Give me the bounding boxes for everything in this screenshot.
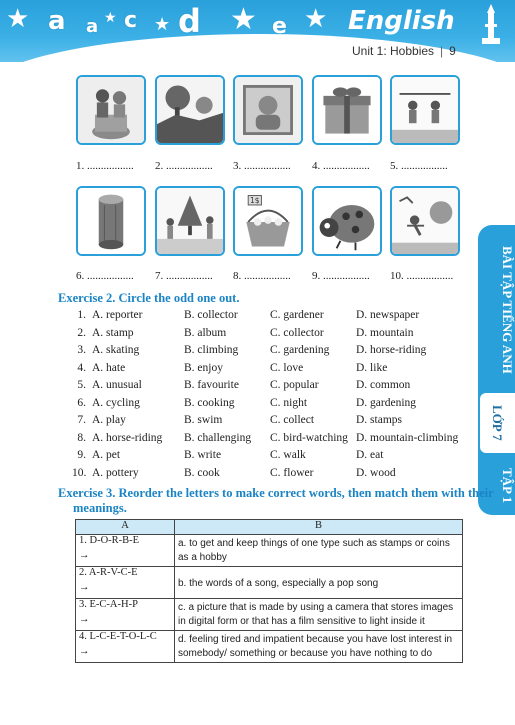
- column-b-header: B: [175, 520, 463, 535]
- option-d[interactable]: D. mountain: [356, 326, 414, 339]
- tree-log-icon: [78, 188, 144, 254]
- option-b[interactable]: B. cook: [184, 466, 220, 479]
- option-c[interactable]: C. popular: [270, 379, 319, 391]
- header-letter: a: [86, 16, 99, 37]
- picture-gift: [312, 75, 382, 145]
- scrambled-word: 2. A-R-V-C-E →: [76, 567, 175, 599]
- option-c[interactable]: C. collector: [270, 326, 324, 339]
- table-row: [76, 599, 463, 631]
- side-tab-grade-label: LỚP 7: [490, 405, 505, 441]
- option-c[interactable]: C. gardening: [270, 344, 330, 356]
- option-d[interactable]: D. gardening: [356, 396, 417, 409]
- page-number: 9: [449, 44, 456, 58]
- option-a[interactable]: A. hate: [92, 361, 126, 374]
- side-tab-title: BÀI TẬP TIẾNG ANH: [500, 246, 515, 374]
- header-letter: c: [124, 8, 138, 33]
- option-b[interactable]: B. write: [184, 449, 222, 461]
- option-d[interactable]: D. stamps: [356, 414, 402, 426]
- option-a[interactable]: A. unusual: [92, 379, 142, 391]
- picture-jumping: [390, 186, 460, 256]
- option-b[interactable]: B. enjoy: [184, 361, 223, 374]
- option-d[interactable]: D. mountain-climbing: [356, 431, 459, 444]
- picture-race: [390, 75, 460, 145]
- trees-icon: [157, 77, 223, 143]
- option-d[interactable]: D. common: [356, 379, 411, 391]
- couple-icon: [78, 77, 144, 143]
- option-a[interactable]: A. reporter: [92, 309, 143, 321]
- unit-page-line: [352, 44, 456, 58]
- option-c[interactable]: C. flower: [270, 466, 314, 479]
- gift-box-icon: [314, 77, 380, 143]
- option-a[interactable]: A. stamp: [92, 326, 134, 339]
- option-d[interactable]: D. eat: [356, 449, 384, 461]
- exercise-2-title: Exercise 2. Circle the odd one out.: [58, 291, 240, 305]
- exercise-3-title: Exercise 3. Reorder the letters to make correct words, then match them with their: [58, 486, 494, 500]
- scrambled-word: 3. E-C-A-H-P →: [76, 599, 175, 631]
- option-b[interactable]: B. cooking: [184, 396, 235, 409]
- option-a[interactable]: A. skating: [92, 344, 140, 356]
- matching-table: [75, 519, 463, 663]
- exercise-3-title-cont: meanings.: [73, 501, 127, 515]
- side-tab-grade: [480, 393, 515, 453]
- answer-blank-10[interactable]: 10. .................: [390, 270, 454, 282]
- header-letter: d: [178, 2, 201, 40]
- running-race-icon: [392, 77, 458, 143]
- picture-portrait: [233, 75, 303, 145]
- picture-couple: [76, 75, 146, 145]
- option-c[interactable]: C. bird-watching: [270, 431, 348, 444]
- picture-log: [76, 186, 146, 256]
- star-icon: ★: [154, 14, 171, 35]
- family-gardening-icon: [157, 188, 223, 254]
- price-tag-label: 1$: [250, 196, 260, 206]
- answer-blank-8[interactable]: 8. .................: [233, 270, 291, 282]
- meaning-cell: c. a picture that is made by using a camera that stores images in digital form or that has a film sensitive to light inside it: [175, 599, 463, 631]
- answer-arrow[interactable]: →: [79, 646, 90, 657]
- divider: |: [440, 44, 444, 58]
- answer-blank-6[interactable]: 6. .................: [76, 270, 134, 282]
- option-a[interactable]: A. pet: [92, 449, 121, 461]
- ladybird-icon: [314, 188, 380, 254]
- meaning-cell: a. to get and keep things of one type such as stamps or coins as a hobby: [175, 535, 463, 567]
- picture-trees: [155, 75, 225, 145]
- table-row: [76, 567, 463, 599]
- boy-jumping-icon: [392, 188, 458, 254]
- brand-title: English: [348, 6, 455, 36]
- option-b[interactable]: B. album: [184, 326, 227, 339]
- picture-basket: [233, 186, 303, 256]
- option-b[interactable]: B. climbing: [184, 344, 239, 356]
- meaning-cell: b. the words of a song, especially a pop song: [175, 567, 463, 599]
- answer-blank-2[interactable]: 2. .................: [155, 160, 213, 172]
- option-a[interactable]: A. horse-riding: [92, 431, 163, 444]
- column-a-header: A: [76, 520, 175, 535]
- answer-blank-7[interactable]: 7. .................: [155, 270, 213, 282]
- side-tab: [478, 225, 515, 515]
- option-c[interactable]: C. walk: [270, 449, 306, 461]
- answer-arrow[interactable]: →: [79, 550, 90, 561]
- option-d[interactable]: D. horse-riding: [356, 344, 427, 356]
- flower-basket-icon: [235, 188, 301, 254]
- option-a[interactable]: A. pottery: [92, 466, 139, 479]
- option-b[interactable]: B. swim: [184, 414, 223, 426]
- portrait-icon: [235, 77, 301, 143]
- unit-title: Unit 1: Hobbies: [352, 44, 435, 58]
- table-row: [76, 631, 463, 663]
- answer-arrow[interactable]: →: [79, 582, 90, 593]
- option-d[interactable]: D. like: [356, 361, 388, 374]
- star-icon: ★: [304, 4, 328, 34]
- option-b[interactable]: B. favourite: [184, 379, 239, 391]
- option-d[interactable]: D. newspaper: [356, 309, 420, 321]
- scrambled-word: 4. L-C-E-T-O-L-C →: [76, 631, 175, 663]
- option-d[interactable]: D. wood: [356, 466, 396, 479]
- answer-blank-3[interactable]: 3. .................: [233, 160, 291, 172]
- option-c[interactable]: C. love: [270, 361, 304, 374]
- option-b[interactable]: B. challenging: [184, 431, 252, 444]
- answer-arrow[interactable]: →: [79, 614, 90, 625]
- option-b[interactable]: B. collector: [184, 309, 238, 321]
- option-c[interactable]: C. collect: [270, 414, 315, 426]
- answer-blank-5[interactable]: 5. .................: [390, 160, 448, 172]
- picture-family: [155, 186, 225, 256]
- star-icon: ★: [104, 10, 117, 26]
- side-tab-volume: TẬP 1: [500, 468, 515, 504]
- picture-ladybird: [312, 186, 382, 256]
- table-row: [76, 535, 463, 567]
- option-c[interactable]: C. gardener: [270, 309, 324, 321]
- answer-blank-1[interactable]: 1. .................: [76, 160, 134, 172]
- header-letter: e: [272, 14, 287, 39]
- answer-blank-9[interactable]: 9. .................: [312, 270, 370, 282]
- option-c[interactable]: C. night: [270, 396, 308, 409]
- answer-blank-4[interactable]: 4. .................: [312, 160, 370, 172]
- star-icon: ★: [6, 4, 30, 34]
- meaning-cell: d. feeling tired and impatient because you have lost interest in somebody/ something or because you have nothing to do: [175, 631, 463, 663]
- option-a[interactable]: A. play: [92, 414, 126, 426]
- option-a[interactable]: A. cycling: [92, 396, 140, 409]
- header-letter: a: [48, 6, 66, 36]
- tower-icon: [478, 4, 504, 44]
- scrambled-word: 1. D-O-R-B-E →: [76, 535, 175, 567]
- star-icon: ★: [230, 2, 257, 37]
